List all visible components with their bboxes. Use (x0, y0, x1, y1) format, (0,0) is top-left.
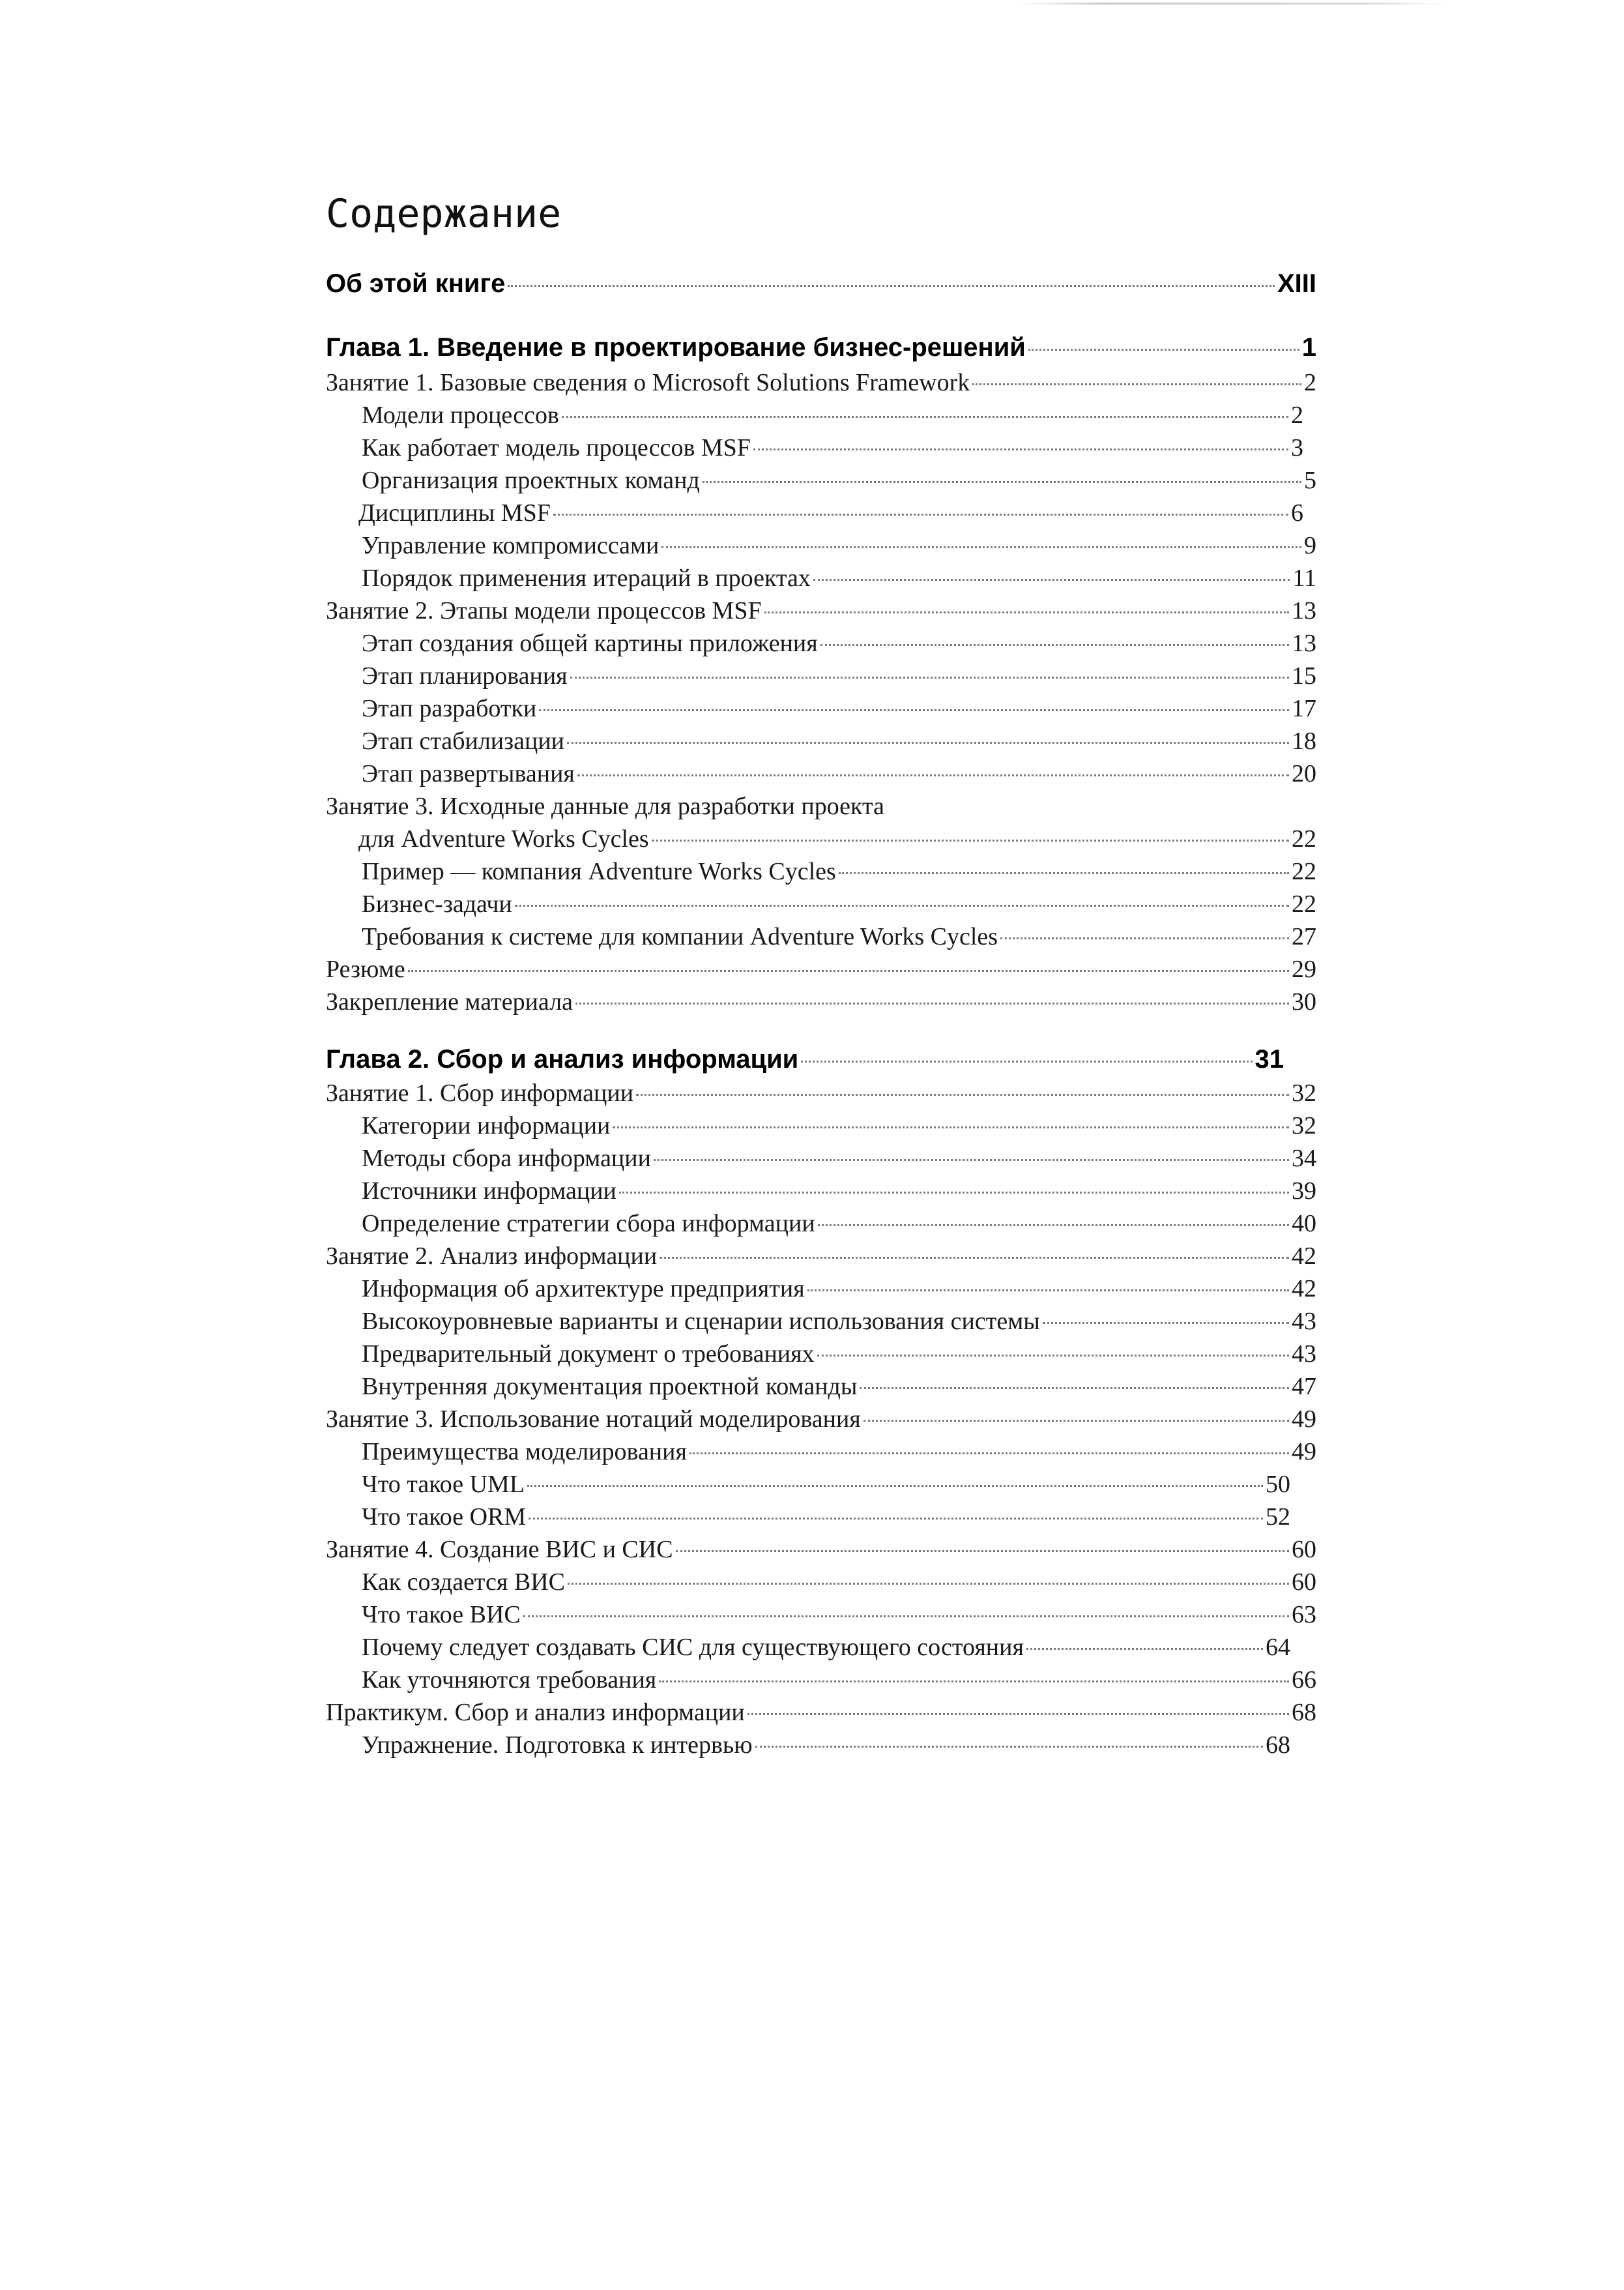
toc-entry-page-number: 34 (1292, 1145, 1316, 1172)
toc-entry-label: Что такое UML (362, 1471, 525, 1498)
toc-entry (326, 1533, 1316, 1566)
toc-entry (362, 1109, 1316, 1142)
dot-leader (562, 416, 1288, 418)
dot-leader (813, 579, 1290, 581)
dot-leader (1043, 1322, 1289, 1324)
toc-entry-label: Этап стабилизации (362, 727, 565, 755)
toc-entry-page-number: 11 (1292, 565, 1316, 592)
toc-entry-label: Что такое ORM (362, 1503, 527, 1531)
toc-entry-label: Этап создания общей картины приложения (362, 630, 818, 657)
toc-entry-label: Занятие 4. Создание ВИС и СИС (326, 1536, 673, 1563)
toc-chapter-entry (326, 267, 1316, 300)
toc-entry-label: Занятие 2. Анализ информации (326, 1242, 658, 1270)
toc-entry-page-number: 52 (1266, 1503, 1290, 1531)
toc-entry (326, 366, 1316, 399)
toc-entry-page-number: 39 (1292, 1177, 1316, 1205)
toc-entry-label: Определение стратегии сбора информации (362, 1210, 815, 1237)
dot-leader (553, 514, 1288, 516)
toc-entry (362, 1598, 1316, 1631)
toc-entry-label: Упражнение. Подготовка к интервью (362, 1731, 753, 1759)
toc-entry-page-number: 22 (1292, 858, 1316, 885)
toc-entry-page-number: 6 (1291, 499, 1303, 527)
toc-entry-label: Информация об архитектуре предприятия (362, 1275, 805, 1302)
toc-entry-label: Пример — компания Adventure Works Cycles (362, 858, 836, 885)
toc-entry-page-number: 64 (1266, 1634, 1290, 1661)
toc-entry (362, 1435, 1316, 1468)
toc-entry (362, 562, 1316, 595)
dot-leader (661, 546, 1301, 548)
toc-entry (362, 1729, 1290, 1761)
toc-entry-page-number: 60 (1292, 1536, 1316, 1563)
toc-entry-label: Резюме (326, 956, 405, 983)
dot-leader (818, 1224, 1289, 1226)
toc-entry-page-number: 13 (1292, 630, 1316, 657)
toc-entry (362, 627, 1316, 660)
toc-entry-page-number: 3 (1291, 434, 1303, 462)
toc-entry-label: для Adventure Works Cycles (358, 825, 649, 853)
dot-leader (654, 1159, 1289, 1161)
dot-leader (860, 1387, 1289, 1389)
toc-entry (362, 1631, 1290, 1664)
toc-entry-page-number: 68 (1292, 1699, 1316, 1726)
dot-leader (527, 1485, 1263, 1487)
toc-entry-label: Как уточняются требования (362, 1666, 657, 1694)
dot-leader (523, 1615, 1289, 1617)
toc-entry (362, 725, 1316, 757)
toc-entry-label: Организация проектных команд (362, 467, 700, 494)
dot-leader (408, 970, 1289, 972)
toc-entry-label: Занятие 2. Этапы модели процессов MSF (326, 597, 762, 624)
toc-entry (358, 823, 1316, 855)
toc-entry-label: Дисциплины MSF (358, 499, 551, 527)
toc-entry-page-number: 9 (1304, 532, 1316, 559)
toc-entry-page-number: 43 (1292, 1308, 1316, 1335)
toc-entry (362, 399, 1303, 432)
toc-entry (326, 595, 1316, 627)
toc-entry-page-number: 40 (1292, 1210, 1316, 1237)
page-title: Содержание (326, 191, 562, 237)
dot-leader (613, 1126, 1289, 1128)
toc-entry-label: Практикум. Сбор и анализ информации (326, 1699, 745, 1726)
toc-entry-page-number: 31 (1254, 1045, 1284, 1074)
toc-entry-page-number: 27 (1292, 923, 1316, 950)
toc-entry-label: Как работает модель процессов MSF (362, 434, 751, 462)
dot-leader (1028, 349, 1299, 351)
toc-entry (362, 529, 1316, 562)
toc-entry-page-number: 66 (1292, 1666, 1316, 1694)
dot-leader (568, 1583, 1289, 1585)
dot-leader (652, 840, 1289, 842)
dot-leader (801, 1061, 1252, 1063)
toc-entry-label: Преимущества моделирования (362, 1438, 687, 1465)
toc-entry (362, 1175, 1316, 1207)
toc-entry-page-number: 63 (1292, 1601, 1316, 1628)
toc-entry-label: Занятие 3. Использование нотаций моделирования (326, 1405, 861, 1433)
toc-entry-page-number: 2 (1304, 369, 1316, 396)
toc-entry-label: Модели процессов (362, 402, 559, 429)
dot-leader (703, 481, 1301, 483)
toc-entry-label: Методы сбора информации (362, 1145, 651, 1172)
toc-entry-page-number: 50 (1266, 1471, 1290, 1498)
toc-entry (362, 1501, 1290, 1533)
toc-entry (362, 464, 1316, 497)
toc-entry-label: Занятие 1. Базовые сведения о Microsoft Solutions Framework (326, 369, 970, 396)
toc-entry (362, 432, 1303, 464)
toc-entry-label: Этап разработки (362, 695, 537, 722)
toc-entry (326, 1077, 1316, 1109)
toc-entry-page-number: 2 (1291, 402, 1303, 429)
dot-leader (676, 1550, 1289, 1552)
toc-entry-label: Источники информации (362, 1177, 616, 1205)
toc-entry (326, 986, 1316, 1018)
toc-entry-page-number: 60 (1292, 1568, 1316, 1596)
dot-leader (764, 611, 1289, 613)
toc-entry (362, 1566, 1316, 1598)
toc-entry-page-number: 1 (1301, 333, 1316, 362)
toc-entry-label: Бизнес-задачи (362, 890, 512, 918)
toc-entry-page-number: 68 (1266, 1731, 1290, 1759)
toc-entry-label: Требования к системе для компании Adventure Works Cycles (362, 923, 998, 950)
dot-leader (636, 1094, 1289, 1096)
toc-entry-label: Управление компромиссами (362, 532, 660, 559)
toc-entry-page-number: 43 (1292, 1340, 1316, 1368)
toc-entry-page-number: 17 (1292, 695, 1316, 722)
dot-leader (577, 774, 1289, 776)
toc-entry (362, 1272, 1316, 1305)
toc-entry-page-number: 15 (1292, 662, 1316, 690)
toc-entry (362, 1664, 1316, 1696)
toc-entry-label: Этап планирования (362, 662, 568, 690)
toc-entry-page-number: 22 (1292, 890, 1316, 918)
toc-entry-page-number: 32 (1292, 1112, 1316, 1139)
dot-leader (755, 1746, 1263, 1748)
dot-leader (839, 872, 1289, 874)
toc-entry (362, 1142, 1316, 1175)
toc-entry-label: Почему следует создавать СИС для существующего состояния (362, 1634, 1024, 1661)
toc-entry (362, 1338, 1316, 1370)
toc-entry (362, 1305, 1316, 1338)
toc-entry-label: Глава 2. Сбор и анализ информации (326, 1045, 799, 1074)
toc-entry-page-number: 30 (1292, 988, 1316, 1016)
toc-entry-page-number: 32 (1292, 1079, 1316, 1107)
toc-entry (362, 692, 1316, 725)
dot-leader (1026, 1648, 1263, 1650)
toc-entry-label: Занятие 3. Исходные данные для разработки проекта (326, 793, 884, 820)
dot-leader (539, 709, 1289, 711)
toc-entry-page-number: 49 (1292, 1438, 1316, 1465)
dot-leader (529, 1518, 1263, 1519)
toc-entry (362, 660, 1316, 692)
dot-leader (660, 1257, 1289, 1259)
dot-leader (570, 677, 1289, 679)
toc-entry (362, 757, 1316, 790)
dot-leader (972, 383, 1301, 385)
toc-entry-label: Этап развертывания (362, 760, 575, 787)
toc-entry-label: Категории информации (362, 1112, 611, 1139)
toc-entry (362, 920, 1316, 953)
toc-entry (326, 953, 1316, 986)
dot-leader (515, 905, 1289, 907)
toc-entry (362, 1207, 1316, 1240)
toc-entry (362, 1370, 1316, 1403)
toc-entry-page-number: 20 (1292, 760, 1316, 787)
toc-entry-page-number: 5 (1304, 467, 1316, 494)
toc-entry-label: Как создается ВИС (362, 1568, 565, 1596)
dot-leader (1000, 937, 1289, 939)
dot-leader (753, 448, 1288, 450)
dot-leader (820, 644, 1289, 646)
toc-entry (362, 888, 1316, 920)
dot-leader (659, 1681, 1289, 1682)
toc-entry (362, 855, 1316, 888)
dot-leader (747, 1713, 1289, 1715)
dot-leader (575, 1003, 1289, 1005)
toc-entry-label: Порядок применения итераций в проектах (362, 565, 811, 592)
toc-entry-page-number: 42 (1292, 1242, 1316, 1270)
toc-entry-page-number: 29 (1292, 956, 1316, 983)
toc-entry-page-number: 18 (1292, 727, 1316, 755)
toc-entry (326, 1696, 1316, 1729)
dot-leader (619, 1192, 1289, 1194)
toc-entry-label: Внутренняя документация проектной команды (362, 1373, 858, 1400)
dot-leader (567, 742, 1289, 744)
toc-entry (358, 497, 1303, 529)
dot-leader (508, 285, 1275, 287)
toc-entry (362, 1468, 1290, 1501)
toc-entry-label: Предварительный документ о требованиях (362, 1340, 815, 1368)
toc-chapter-entry (326, 331, 1316, 364)
toc-entry-page-number: 47 (1292, 1373, 1316, 1400)
toc-entry (326, 1240, 1316, 1272)
toc-entry-label: Глава 1. Введение в проектирование бизнес-решений (326, 333, 1026, 362)
toc-entry-label: Об этой книге (326, 269, 506, 298)
dot-leader (863, 1420, 1289, 1422)
toc-entry-page-number: 42 (1292, 1275, 1316, 1302)
toc-entry (326, 1403, 1316, 1435)
toc-entry-page-number: 13 (1292, 597, 1316, 624)
dot-leader (817, 1355, 1289, 1357)
dot-leader (689, 1452, 1289, 1454)
toc-entry-page-number: 49 (1292, 1405, 1316, 1433)
toc-entry-label: Что такое ВИС (362, 1601, 521, 1628)
toc-entry-page-number: 22 (1292, 825, 1316, 853)
toc-entry (326, 790, 964, 823)
toc-chapter-entry (326, 1043, 1284, 1076)
toc-entry-label: Занятие 1. Сбор информации (326, 1079, 634, 1107)
toc-entry-page-number: XIII (1277, 269, 1316, 298)
toc-entry-label: Закрепление материала (326, 988, 573, 1016)
dot-leader (807, 1289, 1289, 1291)
toc-entry-label: Высокоуровневые варианты и сценарии использования системы (362, 1308, 1040, 1335)
